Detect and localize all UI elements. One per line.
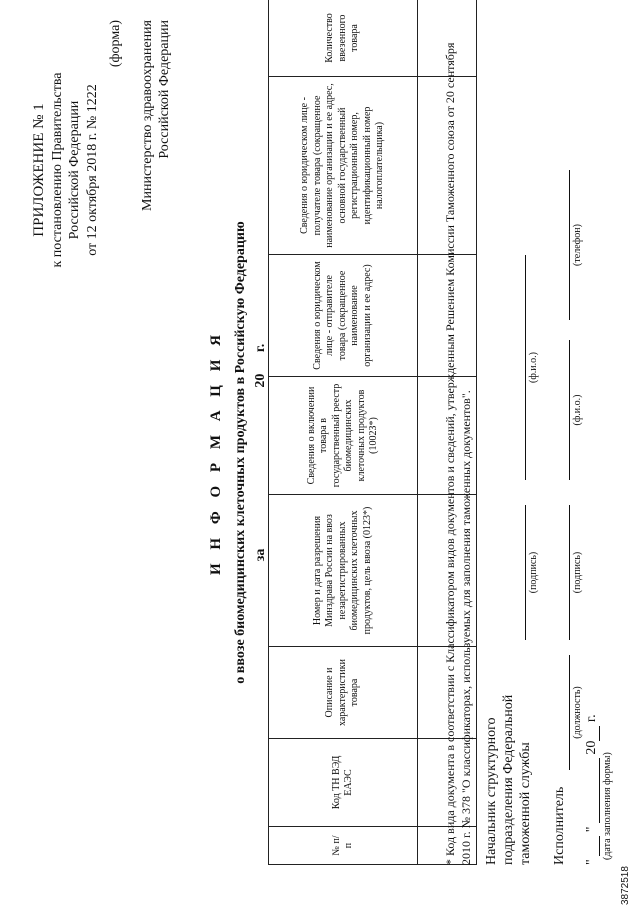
period-blank[interactable] (254, 393, 269, 543)
year-blank[interactable] (254, 356, 269, 374)
table-header-row (269, 0, 418, 865)
date-close-quote: " (584, 826, 599, 833)
chief-line-3: таможенной службы (517, 742, 533, 865)
executor-fio-caption: (ф.и.о.) (572, 394, 583, 426)
executor-position-line[interactable] (568, 655, 570, 770)
executor-label: Исполнитель (552, 786, 567, 865)
date-caption: (дата заполнения формы) (602, 752, 613, 860)
date-open-quote: " (584, 859, 599, 865)
date-year-suffix: г. (584, 714, 599, 723)
chief-fio-line[interactable] (524, 255, 526, 480)
resolution-date: от 12 октября 2018 г. № 1222 (84, 84, 100, 256)
col-header-registry: Сведения о включении товара в государственный реестр биомедицинских клеточных продуктов (1002З*) (269, 377, 418, 495)
signature-block (484, 5, 634, 865)
ministry-name (139, 20, 174, 320)
resolution-line-1: к постановлению Правительства (49, 72, 65, 268)
period-year-suffix: г. (253, 343, 268, 353)
executor-phone-line[interactable] (568, 170, 570, 320)
title-main: И Н Ф О Р М А Ц И Я (208, 330, 224, 575)
col-header-quantity: Количество ввезенного товара (269, 0, 418, 77)
title-subtitle: о ввозе биомедицинских клеточных продуктов в Российскую Федерацию (233, 221, 248, 684)
executor-fio-line[interactable] (568, 340, 570, 480)
period-za: за (253, 548, 268, 562)
date-month-blank[interactable] (587, 758, 600, 823)
document-title (208, 0, 269, 905)
date-year-blank[interactable] (587, 726, 600, 741)
date-row (584, 714, 600, 865)
appendix-header (30, 20, 174, 320)
chief-fio-caption: (ф.и.о.) (528, 352, 539, 383)
col-header-permit: Номер и дата разрешения Минздрава России на ввоз незарегистрированных биомедицинских клеточных продуктов, цель ввоза (0123*) (269, 495, 418, 647)
ministry-line-2: Российской Федерации (157, 20, 173, 159)
executor-signature-caption: (подпись) (572, 551, 583, 594)
chief-signature-caption: (подпись) (528, 551, 539, 594)
col-header-sender: Сведения о юридическом лице - отправителе товара (сокращенное наименование организации и ее адрес) (269, 255, 418, 377)
date-day-blank[interactable] (587, 836, 600, 856)
col-header-code: Код ТН ВЭД ЕАЭС (269, 739, 418, 827)
resolution-line-2: Российской Федерации (67, 100, 83, 240)
footnote: * Код вида документа в соответствии с Классификатором видов документов и сведений, утвержденным Решением Комиссии Таможенного союза от 20 сентября 2010 г. № 378 "О классификаторах, используемых для заполнения таможенных документов". (443, 42, 474, 865)
date-year-prefix: 20 (584, 740, 599, 755)
col-header-description: Описание и характеристики товара (269, 647, 418, 739)
document-serial-number: 3872518 (620, 866, 631, 905)
chief-line-1: Начальник структурного (484, 717, 499, 865)
ministry-line-1: Министерство здравоохранения (139, 20, 155, 211)
chief-signature-line[interactable] (524, 505, 526, 640)
period-year-prefix: 20 (253, 373, 268, 388)
chief-title (484, 695, 534, 865)
chief-line-2: подразделения Федеральной (500, 694, 516, 865)
form-label: (форма) (108, 20, 124, 68)
appendix-title: ПРИЛОЖЕНИЕ № 1 (31, 103, 47, 237)
title-period (253, 0, 269, 905)
executor-phone-caption: (телефон) (572, 224, 583, 266)
executor-signature-line[interactable] (568, 505, 570, 640)
col-header-number: № п/п (269, 827, 418, 865)
col-header-recipient: Сведения о юридическом лице - получателе товара (сокращенное наименование организации и ее адрес, основной государственный регистрационный номер, идентификационный номер налогоплательщика) (269, 77, 418, 255)
executor-position-caption: (должность) (572, 686, 583, 739)
